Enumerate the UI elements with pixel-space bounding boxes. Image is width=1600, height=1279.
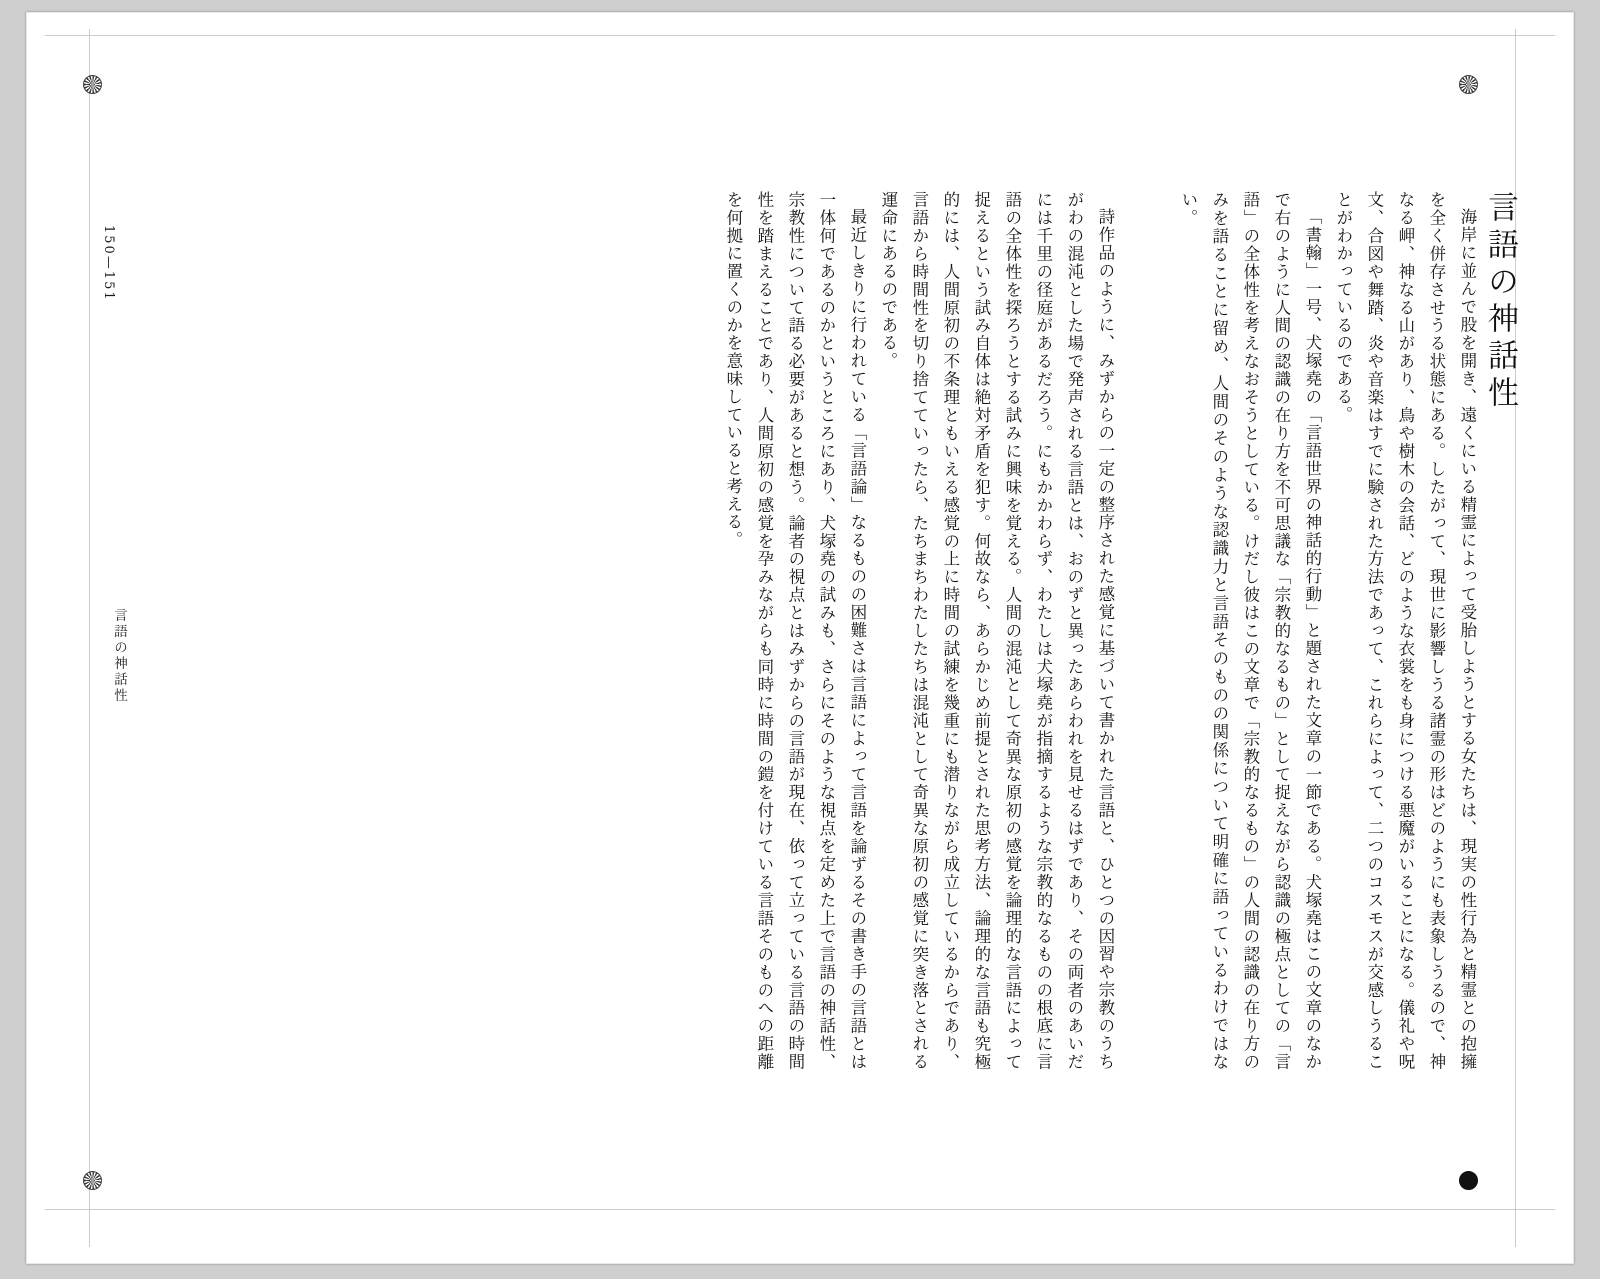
running-head: 言語の神話性: [111, 608, 127, 704]
registration-mark-top-right: [1459, 75, 1478, 94]
registration-mark-top-left: [83, 75, 102, 94]
paragraph: 「書翰」一号、犬塚堯の「言語世界の神話的行動」と題された文章の一節である。犬塚堯はこの文章のなかで右のように人間の認識の在り方を不可思議な「宗教的なるもの」として捉えながら認識の極点としての「言語」の全体性を考えなおそうとしている。けだし彼はこの文章で「宗教的なるもの」の人間の認識の在り方のみを語ることに留め、人間のそのような認識力と言語そのものの関係について明確に語っているわけではない。: [1178, 191, 1322, 1071]
paper-sheet: [26, 12, 1574, 1264]
trim-line-bottom: [45, 1209, 1555, 1210]
paragraph: 最近しきりに行われている「言語論」なるものの困難さは言語によって言語を論ずるその書き手の言語とは一体何であるのかというところにあり、犬塚堯の試みも、さらにそのような視点を定めた上で言語の神話性、宗教性について語る必要があると想う。論者の視点とはみずからの言語が現在、依って立っている言語の時間性を踏まえることであり、人間原初の感覚を孕みながらも同時に時間の鎧を付けている言語そのものへの距離を何拠に置くのかを意味していると考える。: [723, 191, 867, 1071]
text-block-left: [718, 191, 1121, 1071]
registration-mark-bottom-left: [83, 1171, 102, 1190]
paragraph: 海岸に並んで股を開き、遠くにいる精霊によって受胎しようとする女たちは、現実の性行為と精霊との抱擁を全く併存させうる状態にある。したがって、現世に影響しうる諸霊の形はどのようにも表象しうるので、神なる岬、神なる山があり、鳥や樹木の会話、どのような衣裳をも身につける悪魔がいることになる。儀礼や呪文、合図や舞踏、炎や音楽はすでに験された方法であって、これらによって、二つのコスモスが交感しうることがわかっているのである。: [1333, 191, 1477, 1071]
vertical-text-body: [87, 191, 1517, 1071]
registration-mark-bottom-right: [1459, 1171, 1478, 1190]
folio-page-number: 150—151: [101, 225, 116, 302]
paragraph: 詩作品のように、みずからの一定の整序された感覚に基づいて書かれた言語と、ひとつの因習や宗教のうちがわの混沌とした場で発声される言語とは、おのずと異ったあらわれを見せるはずであり、その両者のあいだには千里の径庭があるだろう。にもかかわらず、わたしは犬塚堯が指摘するような宗教的なるものの根底に言語の全体性を探ろうとする試みに興味を覚える。人間の混沌として奇異な原初の感覚を論理的な言語によって捉えるという試み自体は絶対矛盾を犯す。何故なら、あらかじめ前提とされた思考方法、論理的な言語も究極的には、人間原初の不条理ともいえる感覚の上に時間の試練を幾重にも潜りながら成立しているからであり、言語から時間性を切り捨てていったら、たちまちわたしたちは混沌として奇異な原初の感覚に突き落とされる運命にあるのである。: [878, 191, 1115, 1071]
page-title: 言語の神話性: [1482, 191, 1518, 413]
trim-line-top: [45, 35, 1555, 36]
text-block-right: [1173, 191, 1483, 1071]
